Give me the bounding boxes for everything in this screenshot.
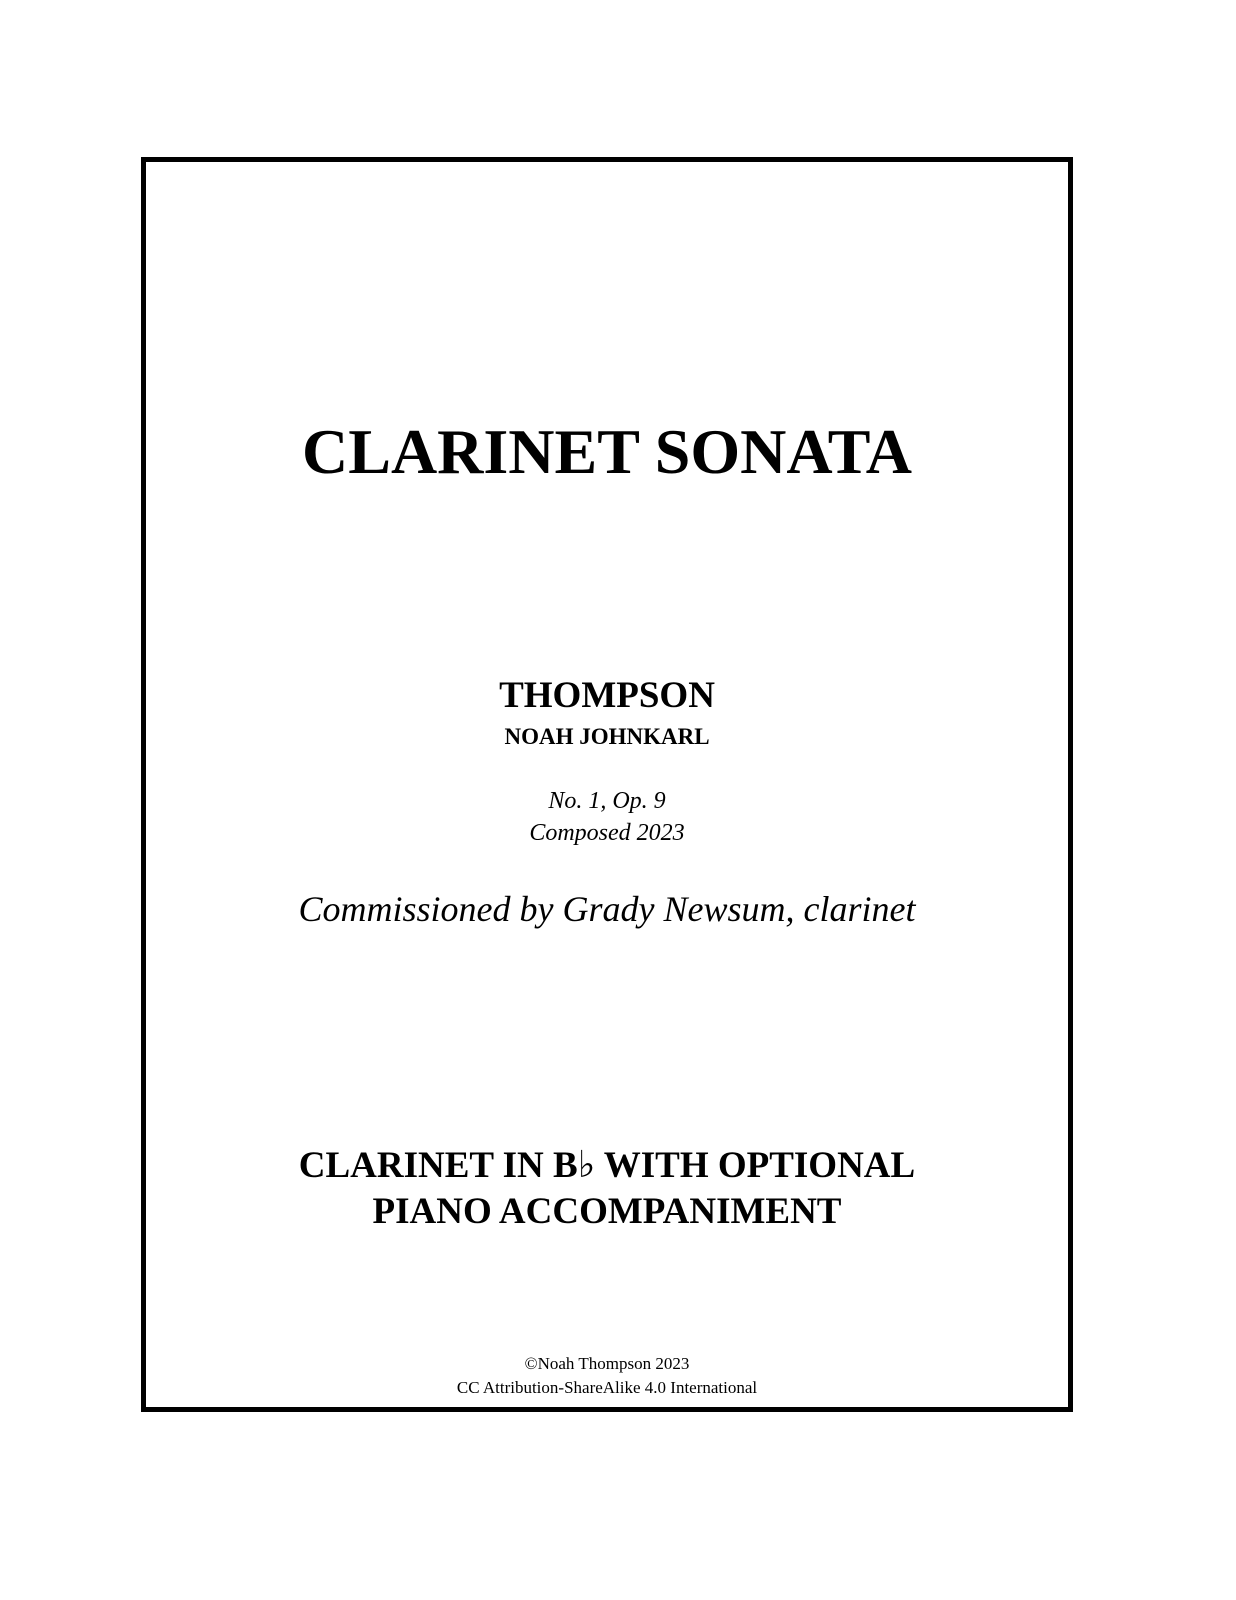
commission-note: Commissioned by Grady Newsum, clarinet — [298, 889, 916, 929]
composer-surname: THOMPSON — [499, 675, 715, 716]
instrumentation-line-2: PIANO ACCOMPANIMENT — [372, 1191, 842, 1232]
opus-number: No. 1, Op. 9 — [548, 788, 666, 814]
instrumentation-line-1: CLARINET IN B♭ WITH OPTIONAL — [298, 1145, 916, 1186]
work-title: CLARINET SONATA — [302, 416, 912, 487]
copyright-notice: ©Noah Thompson 2023 — [524, 1354, 690, 1373]
license-notice: CC Attribution-ShareAlike 4.0 International — [456, 1378, 758, 1397]
composition-year: Composed 2023 — [529, 820, 685, 846]
composer-given-names: NOAH JOHNKARL — [504, 724, 710, 749]
title-page-border — [141, 157, 1073, 1412]
